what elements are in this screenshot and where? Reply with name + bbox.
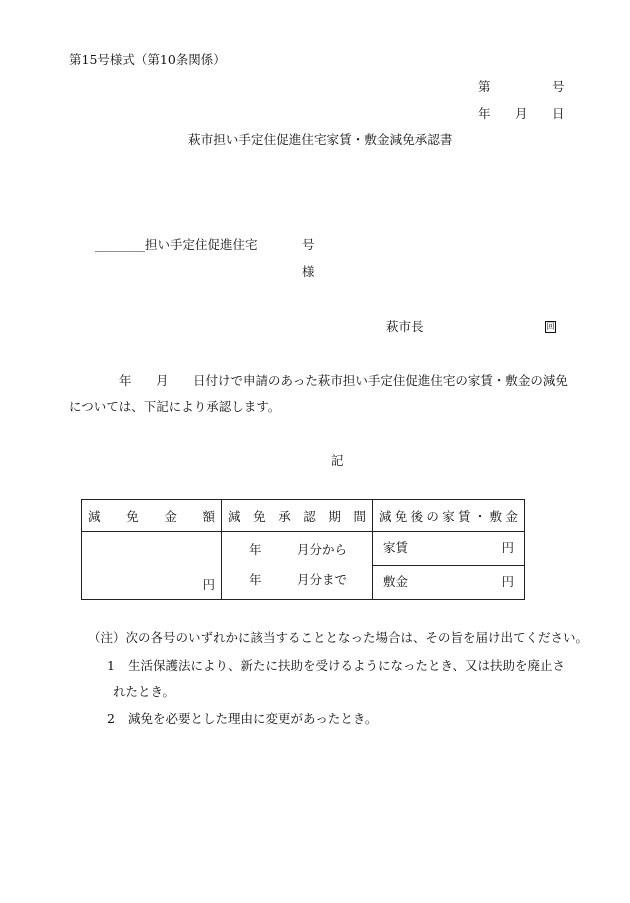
header-amount <box>82 500 222 532</box>
header-char: 承 <box>278 508 291 524</box>
header-char: 間 <box>353 508 366 524</box>
rent-unit: 円 <box>501 540 514 555</box>
header-char: 期 <box>328 508 341 524</box>
after-cell <box>373 532 525 600</box>
header-char: 敷 <box>489 508 503 524</box>
period-from-year: 年 <box>249 542 262 557</box>
amount-unit: 円 <box>202 577 215 592</box>
unit-suffix: 号 <box>302 237 315 252</box>
header-char: 金 <box>505 508 518 524</box>
note-item-2-text: 減免を必要とした理由に変更があったとき。 <box>128 711 378 726</box>
header-char: 額 <box>202 508 215 524</box>
body-year: 年 <box>119 373 132 388</box>
form-number: 第15号様式（第10条関係） <box>69 52 226 67</box>
deposit-row <box>373 566 524 599</box>
header-char: 認 <box>303 508 316 524</box>
rent-label: 家賃 <box>383 540 409 555</box>
seal-mark: 回 <box>546 322 555 331</box>
doc-number-suffix: 号 <box>552 79 565 94</box>
header-char: 減 <box>228 508 241 524</box>
body-line2: については、下記により承認します。 <box>69 399 281 414</box>
addressee-line <box>95 239 258 252</box>
deposit-unit: 円 <box>501 574 514 589</box>
header-char: 家 <box>442 508 455 524</box>
period-to-year: 年 <box>249 572 262 587</box>
note-item-1-continuation: れたとき。 <box>113 684 176 699</box>
header-char: 免 <box>126 508 139 524</box>
housing-name: 担い手定住促進住宅 <box>145 237 258 252</box>
note-item-1-text: 生活保護法により、新たに扶助を受けるようになったとき、又は扶助を廃止さ <box>128 658 566 673</box>
body-month: 月 <box>156 373 169 388</box>
header-after <box>373 500 525 532</box>
period-from-month: 月分から <box>297 542 348 557</box>
header-period <box>222 500 373 532</box>
header-char: ・ <box>473 508 487 524</box>
header-char: 減 <box>379 508 392 524</box>
rent-row <box>373 532 524 566</box>
honorific: 様 <box>302 264 315 279</box>
document-title: 萩市担い手定住促進住宅家賃・敷金減免承認書 <box>188 132 453 147</box>
header-char: 減 <box>88 508 101 524</box>
header-char: 金 <box>164 508 177 524</box>
header-char: 免 <box>394 508 408 524</box>
deposit-label: 敷金 <box>383 574 409 589</box>
body-line1: 日付けで申請のあった萩市担い手定住促進住宅の家賃・敷金の減免 <box>193 373 568 388</box>
doc-number-prefix: 第 <box>478 79 491 94</box>
date-year: 年 <box>478 106 491 121</box>
header-char: の <box>426 508 439 524</box>
header-char: 賃 <box>457 508 471 524</box>
header-char: 免 <box>253 508 266 524</box>
amount-cell <box>82 532 222 600</box>
period-to-month: 月分まで <box>297 572 348 587</box>
date-month: 月 <box>515 106 528 121</box>
note-item-1-number: 1 <box>107 658 115 673</box>
ki-marker: 記 <box>331 453 344 468</box>
header-char: 後 <box>410 508 424 524</box>
notes-intro: （注）次の各号のいずれかに該当することとなった場合は、その旨を届け出てください。 <box>88 630 589 645</box>
addressee-blank: ________ <box>95 237 145 252</box>
issuer-name: 萩市長 <box>386 319 424 334</box>
period-cell <box>222 532 373 600</box>
date-day: 日 <box>552 106 565 121</box>
reduction-table <box>81 499 525 600</box>
note-item-2-number: 2 <box>107 711 115 726</box>
